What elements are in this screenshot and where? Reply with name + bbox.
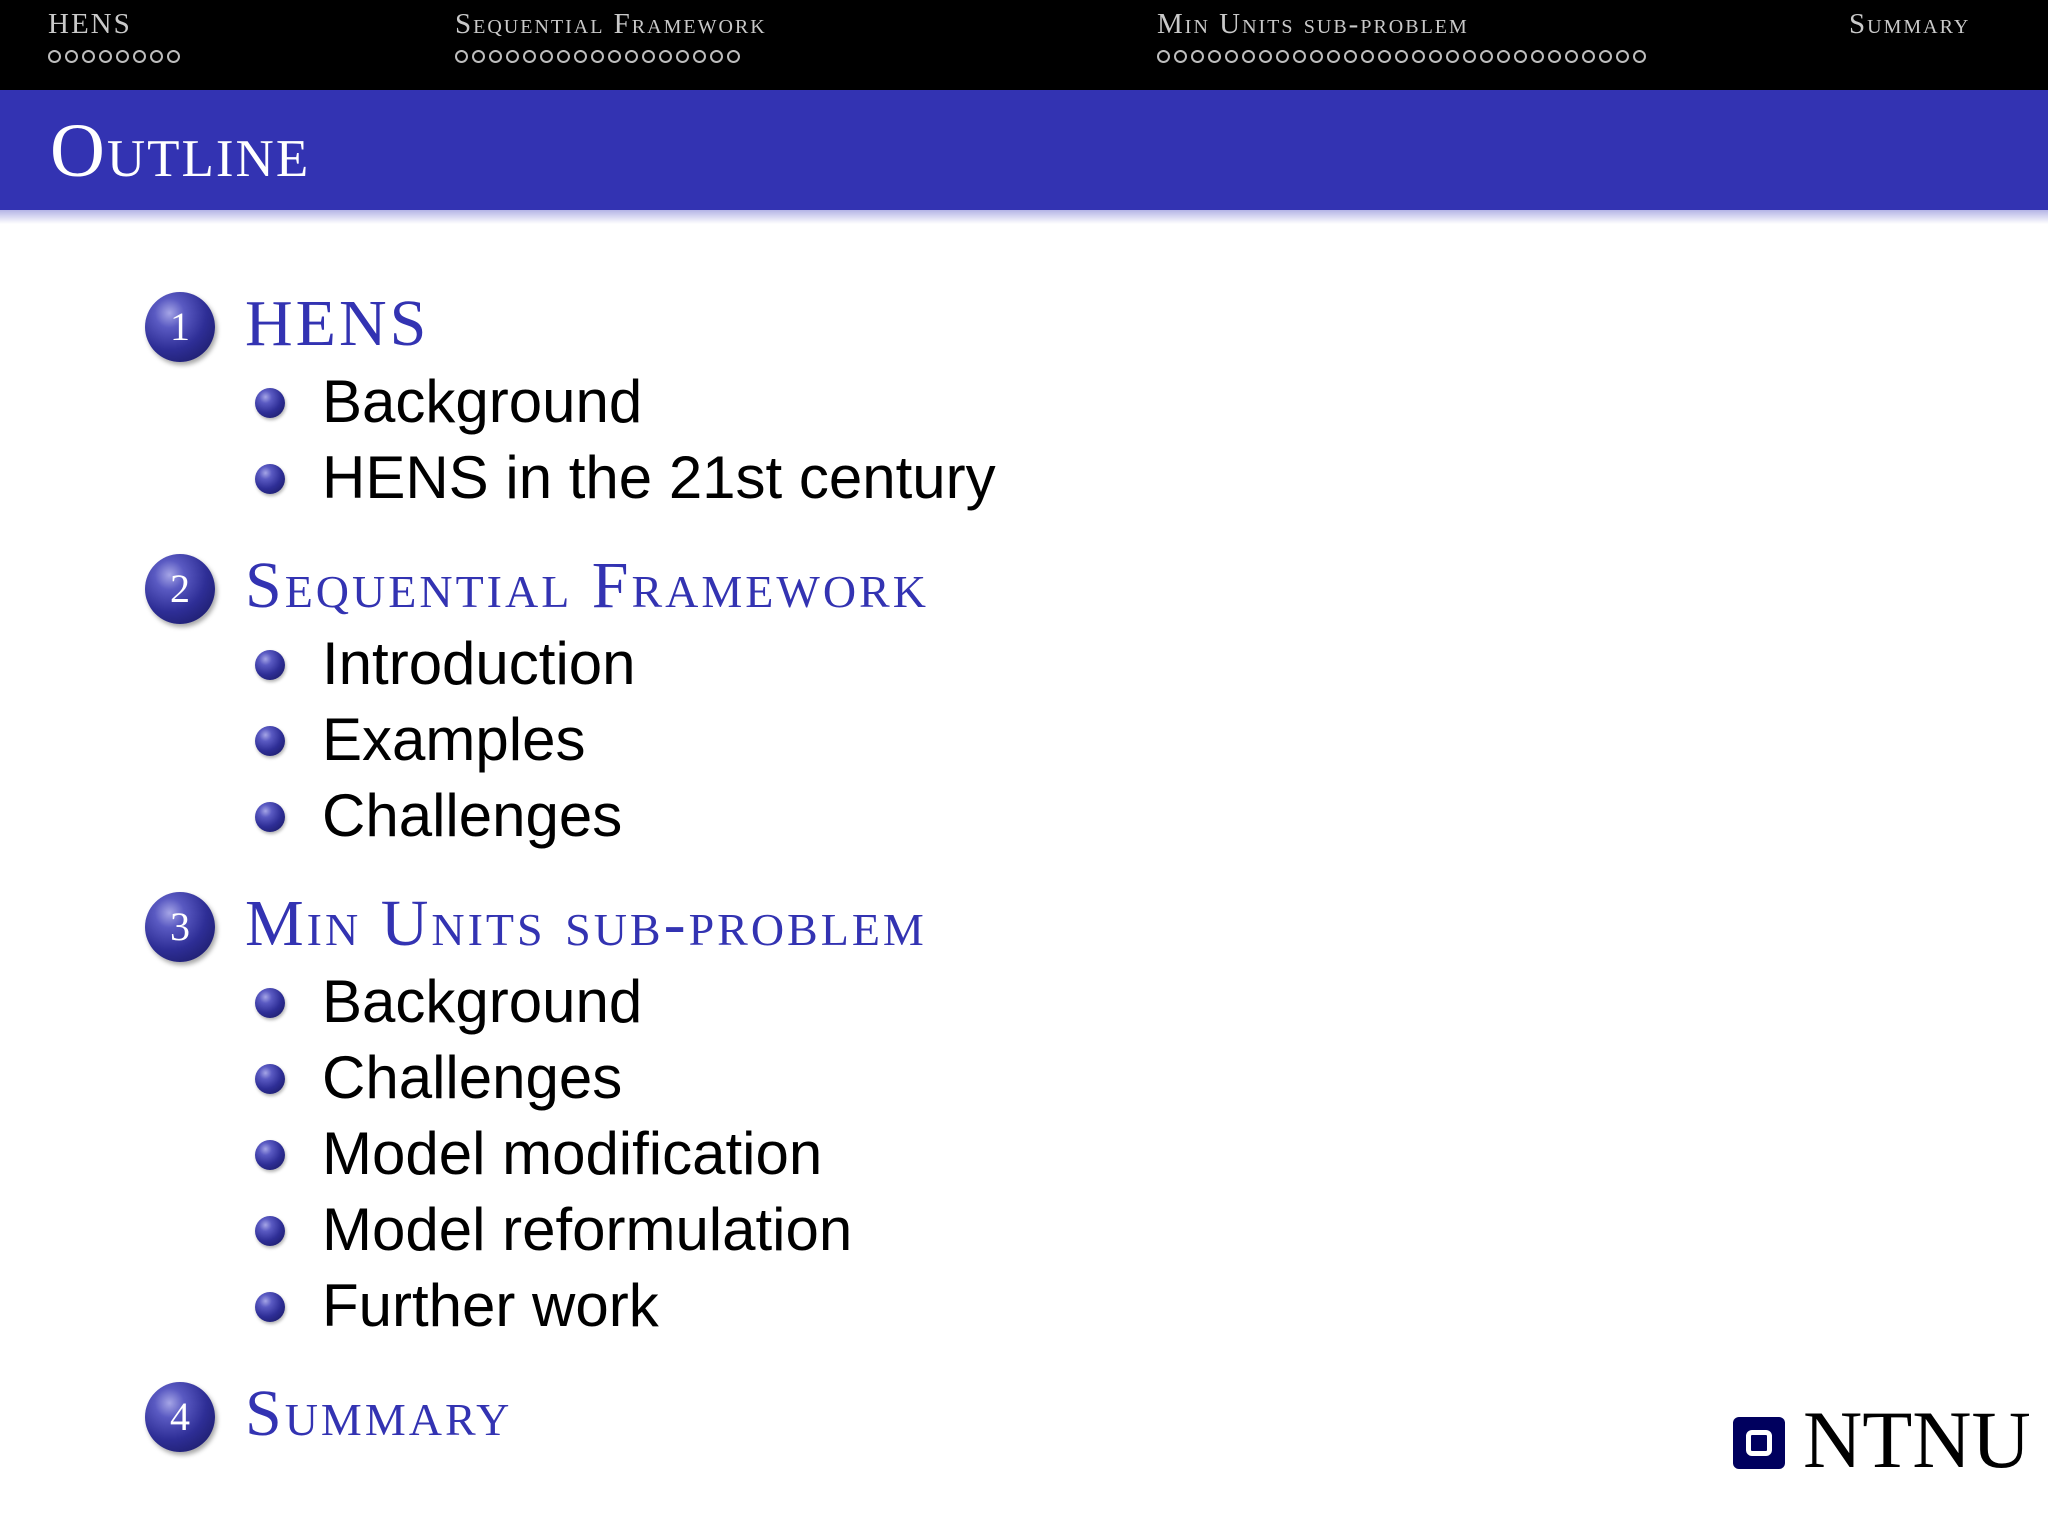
section-title[interactable]: Min Units sub-problem: [245, 887, 927, 960]
nav-section-sequential-framework[interactable]: [455, 6, 767, 66]
bullet-ball-icon: [255, 1140, 285, 1170]
nav-frame-dot[interactable]: [642, 50, 655, 63]
nav-frame-dot[interactable]: [1514, 50, 1527, 63]
nav-section-min-units[interactable]: [1157, 6, 1646, 66]
nav-frame-dot[interactable]: [82, 50, 95, 63]
bullet-ball-icon: [255, 650, 285, 680]
subsection-label[interactable]: Introduction: [322, 630, 636, 697]
nav-frame-dot[interactable]: [1225, 50, 1238, 63]
subsection-label[interactable]: Background: [322, 968, 643, 1035]
nav-frame-dot[interactable]: [1395, 50, 1408, 63]
nav-frame-dot[interactable]: [574, 50, 587, 63]
bullet-ball-icon: [255, 988, 285, 1018]
nav-frame-dot[interactable]: [1259, 50, 1272, 63]
nav-frame-dot[interactable]: [1344, 50, 1357, 63]
nav-frame-dot[interactable]: [1293, 50, 1306, 63]
bullet-ball-icon: [255, 388, 285, 418]
nav-section-title[interactable]: HENS: [48, 8, 132, 40]
subsection-label[interactable]: Model reformulation: [322, 1196, 853, 1263]
nav-frame-dot[interactable]: [48, 50, 61, 63]
nav-frame-dot[interactable]: [1497, 50, 1510, 63]
subsection-label[interactable]: Further work: [322, 1272, 659, 1339]
nav-frame-dot[interactable]: [1191, 50, 1204, 63]
nav-frame-dot[interactable]: [65, 50, 78, 63]
nav-frame-dot[interactable]: [1548, 50, 1561, 63]
nav-frame-dot[interactable]: [1412, 50, 1425, 63]
nav-frame-dots: [48, 50, 180, 66]
nav-frame-dot[interactable]: [693, 50, 706, 63]
nav-frame-dot[interactable]: [99, 50, 112, 63]
nav-frame-dot[interactable]: [727, 50, 740, 63]
subsection-label[interactable]: HENS in the 21st century: [322, 444, 996, 511]
nav-frame-dot[interactable]: [557, 50, 570, 63]
nav-frame-dot[interactable]: [1463, 50, 1476, 63]
section-number: 3: [170, 904, 190, 949]
section-title[interactable]: Sequential Framework: [245, 549, 929, 622]
subsection-label[interactable]: Examples: [322, 706, 586, 773]
bullet-ball-icon: [255, 802, 285, 832]
nav-frame-dots: [455, 50, 767, 66]
section-title[interactable]: Summary: [245, 1377, 513, 1450]
section-number: 4: [170, 1394, 190, 1439]
nav-section-title[interactable]: Summary: [1849, 8, 1971, 40]
nav-frame-dot[interactable]: [540, 50, 553, 63]
ntnu-logo-inner-square: [1746, 1430, 1772, 1456]
nav-frame-dot[interactable]: [167, 50, 180, 63]
nav-frame-dot[interactable]: [1565, 50, 1578, 63]
nav-frame-dot[interactable]: [150, 50, 163, 63]
nav-frame-dot[interactable]: [710, 50, 723, 63]
nav-section-title[interactable]: Min Units sub-problem: [1157, 8, 1469, 40]
nav-frame-dot[interactable]: [659, 50, 672, 63]
section-number: 1: [170, 304, 190, 349]
nav-frame-dot[interactable]: [1582, 50, 1595, 63]
nav-frame-dot[interactable]: [1242, 50, 1255, 63]
nav-frame-dot[interactable]: [1480, 50, 1493, 63]
section-title[interactable]: HENS: [245, 287, 430, 360]
nav-frame-dots: [1157, 50, 1646, 66]
nav-frame-dot[interactable]: [133, 50, 146, 63]
nav-frame-dot[interactable]: [523, 50, 536, 63]
nav-frame-dot[interactable]: [1208, 50, 1221, 63]
nav-frame-dot[interactable]: [1174, 50, 1187, 63]
nav-frame-dot[interactable]: [1378, 50, 1391, 63]
bullet-ball-icon: [255, 726, 285, 756]
section-number: 2: [170, 566, 190, 611]
frame-title: Outline: [50, 109, 311, 193]
nav-frame-dot[interactable]: [1310, 50, 1323, 63]
nav-frame-dot[interactable]: [1429, 50, 1442, 63]
nav-frame-dot[interactable]: [489, 50, 502, 63]
nav-frame-dot[interactable]: [472, 50, 485, 63]
nav-section-summary[interactable]: [1849, 6, 1970, 42]
ntnu-logo-square-icon: [1733, 1417, 1785, 1469]
nav-section-title[interactable]: Sequential Framework: [455, 8, 767, 40]
nav-frame-dot[interactable]: [1276, 50, 1289, 63]
subsection-label[interactable]: Model modification: [322, 1120, 823, 1187]
nav-frame-dot[interactable]: [1157, 50, 1170, 63]
subsection-label[interactable]: Challenges: [322, 782, 623, 849]
subsection-label[interactable]: Background: [322, 368, 643, 435]
nav-frame-dot[interactable]: [1446, 50, 1459, 63]
nav-section-hens[interactable]: [48, 6, 180, 66]
nav-frame-dot[interactable]: [608, 50, 621, 63]
section-navigation-bar: [0, 0, 2048, 90]
bullet-ball-icon: [255, 1216, 285, 1246]
nav-frame-dot[interactable]: [1633, 50, 1646, 63]
nav-frame-dot[interactable]: [506, 50, 519, 63]
nav-frame-dot[interactable]: [625, 50, 638, 63]
subsection-label[interactable]: Challenges: [322, 1044, 623, 1111]
frame-title-shadow: [0, 210, 2048, 224]
nav-frame-dot[interactable]: [1599, 50, 1612, 63]
bullet-ball-icon: [255, 1292, 285, 1322]
nav-frame-dot[interactable]: [1327, 50, 1340, 63]
nav-frame-dot[interactable]: [676, 50, 689, 63]
nav-frame-dot[interactable]: [455, 50, 468, 63]
bullet-ball-icon: [255, 464, 285, 494]
nav-frame-dot[interactable]: [1361, 50, 1374, 63]
ntnu-logo-text: NTNU: [1803, 1394, 2031, 1485]
bullet-ball-icon: [255, 1064, 285, 1094]
nav-frame-dot[interactable]: [116, 50, 129, 63]
nav-frame-dot[interactable]: [1616, 50, 1629, 63]
nav-frame-dot[interactable]: [1531, 50, 1544, 63]
nav-frame-dot[interactable]: [591, 50, 604, 63]
